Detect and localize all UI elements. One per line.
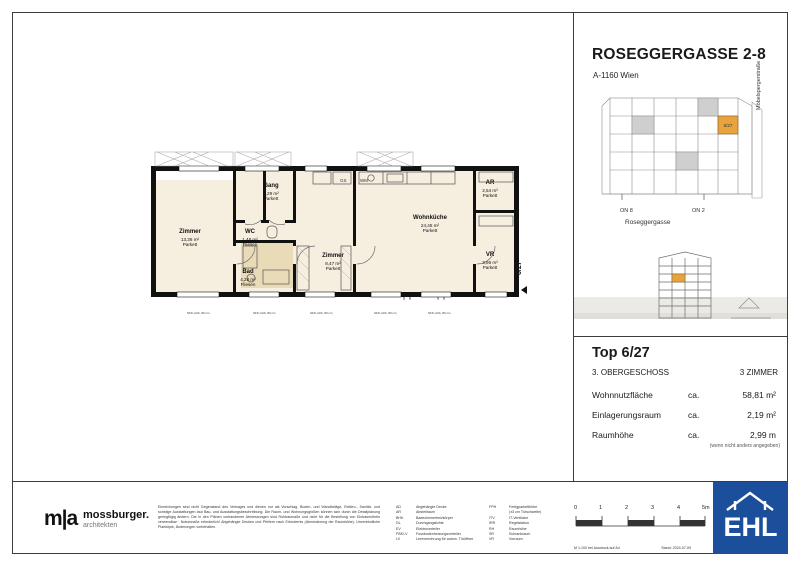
area-note: (wenn nicht anders angegeben) <box>709 443 780 449</box>
abbrev-key: AD <box>396 505 401 509</box>
area-ca: ca. <box>688 410 700 420</box>
footer-divider <box>13 481 787 482</box>
area-ca: ca. <box>688 390 700 400</box>
svg-text:6/27: 6/27 <box>723 123 733 128</box>
dimension-small: 98 <box>442 296 446 300</box>
abbrev-value: IT-Ventilator <box>509 515 529 520</box>
area-row <box>592 390 780 400</box>
scale-tick-label: 3 <box>651 505 655 511</box>
scale-bar-graphic <box>574 514 714 528</box>
abbrev-value: Raumhöhe <box>509 526 527 531</box>
scale-tick-label: 5m <box>702 505 710 511</box>
room-area: 24,45 m² <box>420 222 440 228</box>
abbrev-value: Regelstation <box>509 521 529 526</box>
abbreviation-list-1 <box>396 505 476 543</box>
abbrev-value: Leerverrohrung für autom. Türöffner <box>416 537 474 542</box>
architect-logo-mark: m|a <box>44 507 78 530</box>
dimension-text: SFK rohb. 83 cm <box>428 311 451 315</box>
room-area: 4,29 m² <box>263 190 279 196</box>
abbrev-key: SR <box>489 531 494 536</box>
room-floor: Fliesen <box>242 242 258 248</box>
area-value: 58,81 m² <box>742 390 776 400</box>
project-address: A-1160 Wien <box>593 71 639 80</box>
abbrev-value: Fertigparketthöhe <box>509 505 538 509</box>
keyplan-entrance-right: ON 2 <box>692 208 705 214</box>
room-label-zimmer-1 <box>160 229 220 248</box>
area-value: 2,99 m <box>750 430 776 440</box>
room-name: Wohnküche <box>413 215 447 221</box>
room-floor: Parkett <box>482 193 498 199</box>
abbreviation-list-2 <box>489 505 544 543</box>
room-name: Zimmer <box>179 229 201 235</box>
abbrev-value: Abgehängte Decke <box>416 505 447 509</box>
room-label-vr <box>466 252 514 271</box>
room-area: 1,48 m² <box>242 236 258 242</box>
room-label-wc <box>228 229 272 248</box>
room-area: 4,28 m² <box>240 276 256 282</box>
dimension-small: 98 <box>408 296 412 300</box>
abbrev-value: Durchgangslichte <box>416 521 444 526</box>
keyplan-street-bottom: Roseggergasse <box>625 219 671 226</box>
dimension-text: SFK rohb. 83 cm <box>187 311 210 315</box>
plan-date: Stand: 2024-07-09 <box>661 546 691 550</box>
project-title: ROSEGGERGASSE 2-8 <box>592 46 766 63</box>
dimension-text: SFK rohb. 83 cm <box>310 311 333 315</box>
scale-tick-label: 1 <box>599 505 603 511</box>
building-section <box>655 250 715 318</box>
abbrev-key: FPH <box>489 505 497 509</box>
abbrev-key: DL <box>396 521 401 526</box>
plan-unit-number: 6/27 <box>516 261 523 275</box>
abbrev-key: EV <box>396 526 401 531</box>
scale-tick-label: 2 <box>625 505 629 511</box>
disclaimer-text: Einreichungen sind nicht Gegenstand des Vertrages und dienen nur als Vorschlag. Boden- und Wandbeläge, Elektro-, Sanitär- und sonstige Ausstattungen laut Bau- und Ausstattungsbeschreibung. Die Raum- und Wohnungsgrößen können sich durch die Detailplanung geringfügig ändern. Die in den Plänen vorhandenen Abmessungen sind Rohbaumaße und nicht für die Bestellung von Einbaumöbeln verwendbar · Notumnaße erforderlich! Abgehängte Decken und Pfeilern nach Erfordernis (Abminderung der Raumhöhe). Unverbindliche Planköpie, Änderungen vorbehalten. <box>158 505 380 530</box>
room-label-wohnkueche <box>396 215 464 234</box>
area-table <box>592 390 780 450</box>
scale-tick-label: 0 <box>574 505 578 511</box>
titleblock-divider <box>574 336 787 337</box>
area-label: Einlagerungsraum <box>592 410 661 420</box>
area-row <box>592 410 780 420</box>
abbrev-key: FBK/-V <box>396 531 408 536</box>
keyplan-entrance-left: ON 8 <box>620 208 633 214</box>
area-label: Raumhöhe <box>592 430 634 440</box>
room-label-zimmer-2 <box>307 253 359 272</box>
room-name: Bad <box>242 269 254 275</box>
room-label-gang <box>245 183 297 202</box>
area-label: Wohnnutzfläche <box>592 390 653 400</box>
vertical-divider <box>573 13 574 481</box>
area-value: 2,19 m² <box>747 410 776 420</box>
scale-tick-label: 4 <box>677 505 681 511</box>
room-name: Gang <box>263 183 279 189</box>
keyplan-street-right: Möbelspergerstraße <box>756 60 762 110</box>
ehl-logo-text: EHL <box>723 512 778 542</box>
room-label-bad <box>226 269 270 288</box>
fixture-label-gs: GS <box>340 178 347 183</box>
abbrev-value: (±3 cm Türschwelle) <box>509 510 542 515</box>
room-name: VR <box>485 252 495 258</box>
abbrev-value: Elektroverteiler <box>416 526 440 531</box>
key-plan <box>592 92 780 202</box>
room-floor: Parkett <box>482 265 498 271</box>
abbrev-key: AR <box>396 510 401 515</box>
room-area: 8,47 m² <box>325 260 341 266</box>
abbrev-key: LV <box>396 537 401 542</box>
rooms-label: 3 ZIMMER <box>739 368 778 377</box>
abbrev-key: VR <box>489 537 494 542</box>
room-floor: Parkett <box>182 242 198 248</box>
scale-note: M 1:100 bei Ausdruck auf A4 <box>574 546 620 550</box>
architect-logo-sub: architekten <box>83 522 118 529</box>
room-floor: Fliesen <box>240 282 256 288</box>
entrance-arrow-icon <box>521 286 527 294</box>
unit-title: Top 6/27 <box>592 345 650 361</box>
area-ca: ca. <box>688 430 700 440</box>
abbrev-value: Fussbodenheizungsverteiler <box>416 531 461 536</box>
room-area: 3,96 m² <box>482 259 498 265</box>
abbrev-value: Vorraum <box>509 537 523 542</box>
dimension-text: SFK rohb. 83 cm <box>253 311 276 315</box>
scale-bar <box>574 505 714 533</box>
room-floor: Parkett <box>422 228 438 234</box>
dimension-small: 98 <box>402 296 406 300</box>
abbrev-key: RH <box>489 526 495 531</box>
dimension-text: SFK rohb. 83 cm <box>374 311 397 315</box>
ehl-logo <box>713 482 788 554</box>
abbrev-value: Badezimmerheizkörper <box>416 515 453 520</box>
abbrev-value: Abstellraum <box>416 510 435 515</box>
abbrev-key: ITV <box>489 515 495 520</box>
abbrev-value: Schrankraum <box>509 531 531 536</box>
fixture-label-wm: WM <box>360 178 368 183</box>
room-name: Zimmer <box>322 253 344 259</box>
room-name: AR <box>485 180 495 186</box>
room-floor: Parkett <box>263 196 279 202</box>
room-area: 2,54 m² <box>482 187 498 193</box>
room-area: 13,36 m² <box>180 236 200 242</box>
scale-bar-numbers <box>574 505 714 514</box>
architect-logo-name: mossburger. <box>83 509 150 521</box>
abbrev-key: BHK <box>396 515 404 520</box>
room-name: WC <box>245 229 255 235</box>
area-row <box>592 430 780 440</box>
floor-room-line <box>592 368 778 377</box>
room-label-ar <box>466 180 514 199</box>
abbrev-key: IRR <box>489 521 496 526</box>
room-floor: Parkett <box>325 266 341 272</box>
floor-label: 3. OBERGESCHOSS <box>592 368 669 377</box>
dimension-small: 98 <box>436 296 440 300</box>
